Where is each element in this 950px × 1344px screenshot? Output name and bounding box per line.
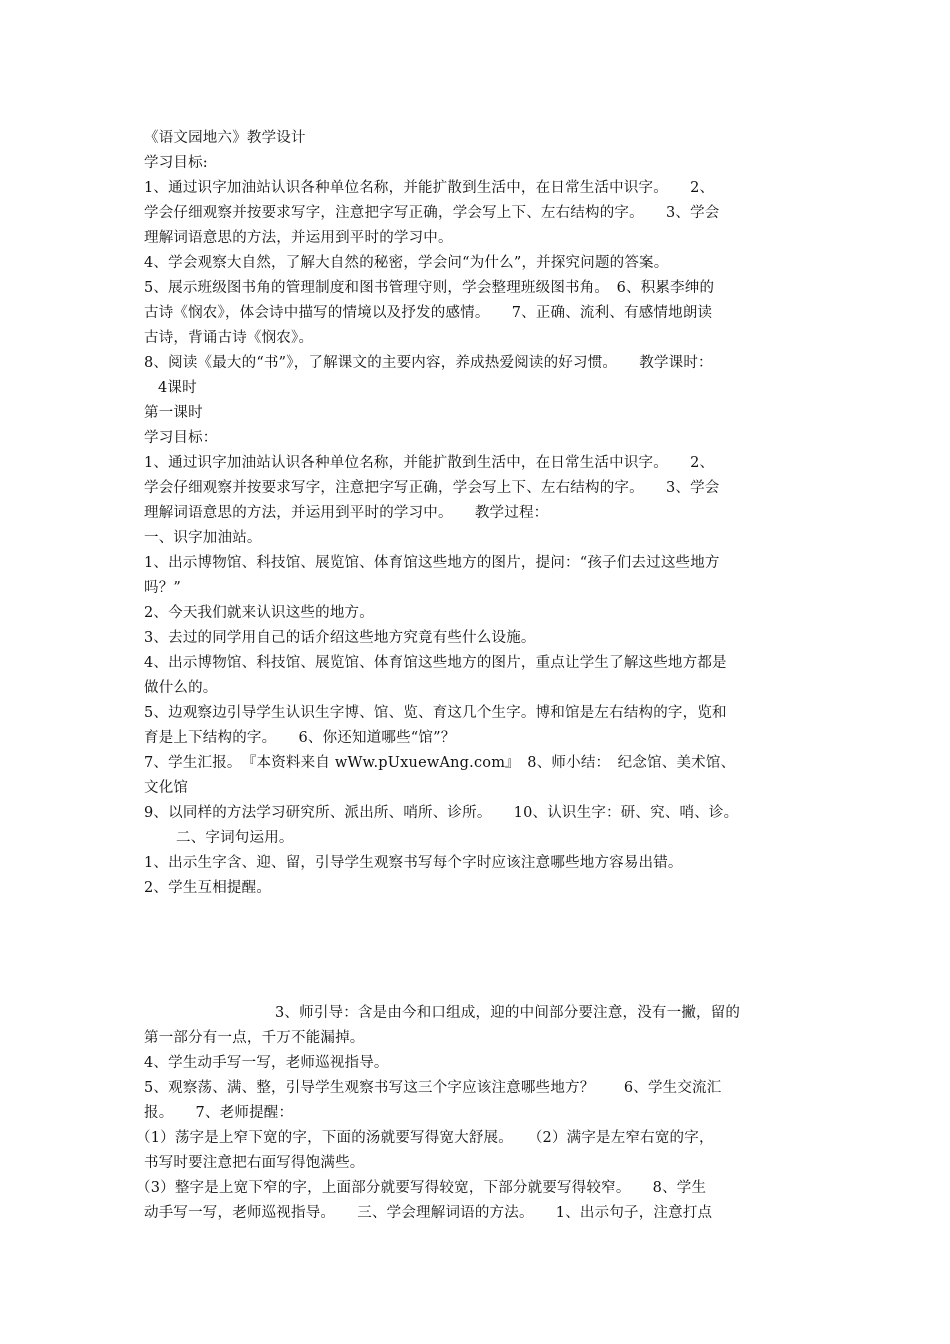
text-line: 7、学生汇报。 『本资料来自 wWw.pUxuewAng.com』 8、师小结： 纪念馆、美术馆、 [144, 755, 736, 771]
text-line: 育是上下结构的字。 6、你还知道哪些“馆”？ [144, 730, 456, 746]
text-line: 做什么的。 [144, 680, 218, 696]
text-line: 报。 7、老师提醒： [144, 1105, 294, 1121]
text-line: 吗？” [144, 580, 182, 596]
text-line: 2、今天我们就来认识这些的地方。 [144, 605, 374, 621]
text-line: 1、出示生字含、迎、留，引导学生观察书写每个字时应该注意哪些地方容易出错。 [144, 855, 683, 871]
text-line: （1）荡字是上窄下宽的字，下面的汤就要写得宽大舒展。 （2）满字是左窄右宽的字， [136, 1130, 714, 1146]
text-line: 第一部分有一点，千万不能漏掉。 [144, 1030, 365, 1046]
text-line: 5、展示班级图书角的管理制度和图书管理守则，学会整理班级图书角。 6、积累李绅的 [144, 280, 715, 296]
text-line: 3、师引导：含是由今和口组成，迎的中间部分要注意，没有一撇，留的 [275, 1005, 741, 1021]
text-line: 4、出示博物馆、科技馆、展览馆、体育馆这些地方的图片，重点让学生了解这些地方都是 [144, 655, 727, 671]
text-line: 古诗《悯农》，体会诗中描写的情境以及抒发的感情。 7、正确、流利、有感情地朗读 [144, 305, 713, 321]
text-line: 学会仔细观察并按要求写字，注意把字写正确，学会写上下、左右结构的字。 3、学会 [144, 480, 720, 496]
section-heading: 学习目标: [144, 155, 208, 171]
text-line: 1、出示博物馆、科技馆、展览馆、体育馆这些地方的图片，提问：“孩子们去过这些地方 [144, 555, 720, 571]
text-line: 1、通过识字加油站认识各种单位名称，并能扩散到生活中，在日常生活中识字。 2、 [144, 455, 715, 471]
text-line: 文化馆 [144, 780, 189, 796]
text-line: 8、阅读《最大的“书”》，了解课文的主要内容，养成热爱阅读的好习惯。 教学课时： [144, 355, 713, 371]
text-line: （3）整字是上宽下窄的字，上面部分就要写得较宽，下部分就要写得较窄。 8、学生 [136, 1180, 707, 1196]
text-line: 理解词语意思的方法，并运用到平时的学习中。 教学过程： [144, 505, 549, 521]
section-heading: 学习目标： [144, 430, 218, 446]
text-line: 理解词语意思的方法，并运用到平时的学习中。 [144, 230, 453, 246]
section-heading: 二、字词句运用。 [176, 830, 294, 846]
text-line: 1、通过识字加油站认识各种单位名称，并能扩散到生活中，在日常生活中识字。 2、 [144, 180, 715, 196]
text-line: 2、学生互相提醒。 [144, 880, 272, 896]
text-line: 动手写一写，老师巡视指导。 三、学会理解词语的方法。 1、出示句子，注意打点 [144, 1205, 713, 1221]
text-line: 3、去过的同学用自己的话介绍这些地方究竟有些什么设施。 [144, 630, 536, 646]
text-line: 4、学生动手写一写，老师巡视指导。 [144, 1055, 389, 1071]
text-line: 5、观察荡、满、整，引导学生观察书写这三个字应该注意哪些地方？ 6、学生交流汇 [144, 1080, 722, 1096]
section-heading: 一、识字加油站。 [144, 530, 262, 546]
text-line: 4课时 [158, 380, 197, 396]
text-line: 古诗，背诵古诗《悯农》。 [144, 330, 314, 346]
section-heading: 第一课时 [144, 405, 203, 421]
text-line: 学会仔细观察并按要求写字，注意把字写正确，学会写上下、左右结构的字。 3、学会 [144, 205, 720, 221]
document-title: 《语文园地六》教学设计 [144, 130, 306, 146]
text-line: 4、学会观察大自然，了解大自然的秘密，学会问“为什么”，并探究问题的答案。 [144, 255, 669, 271]
text-line: 5、边观察边引导学生认识生字博、馆、览、育这几个生字。博和馆是左右结构的字，览和 [144, 705, 727, 721]
text-line: 书写时要注意把右面写得饱满些。 [144, 1155, 365, 1171]
text-line: 9、以同样的方法学习研究所、派出所、哨所、诊所。 10、认识生字：研、究、哨、诊。 [144, 805, 739, 821]
